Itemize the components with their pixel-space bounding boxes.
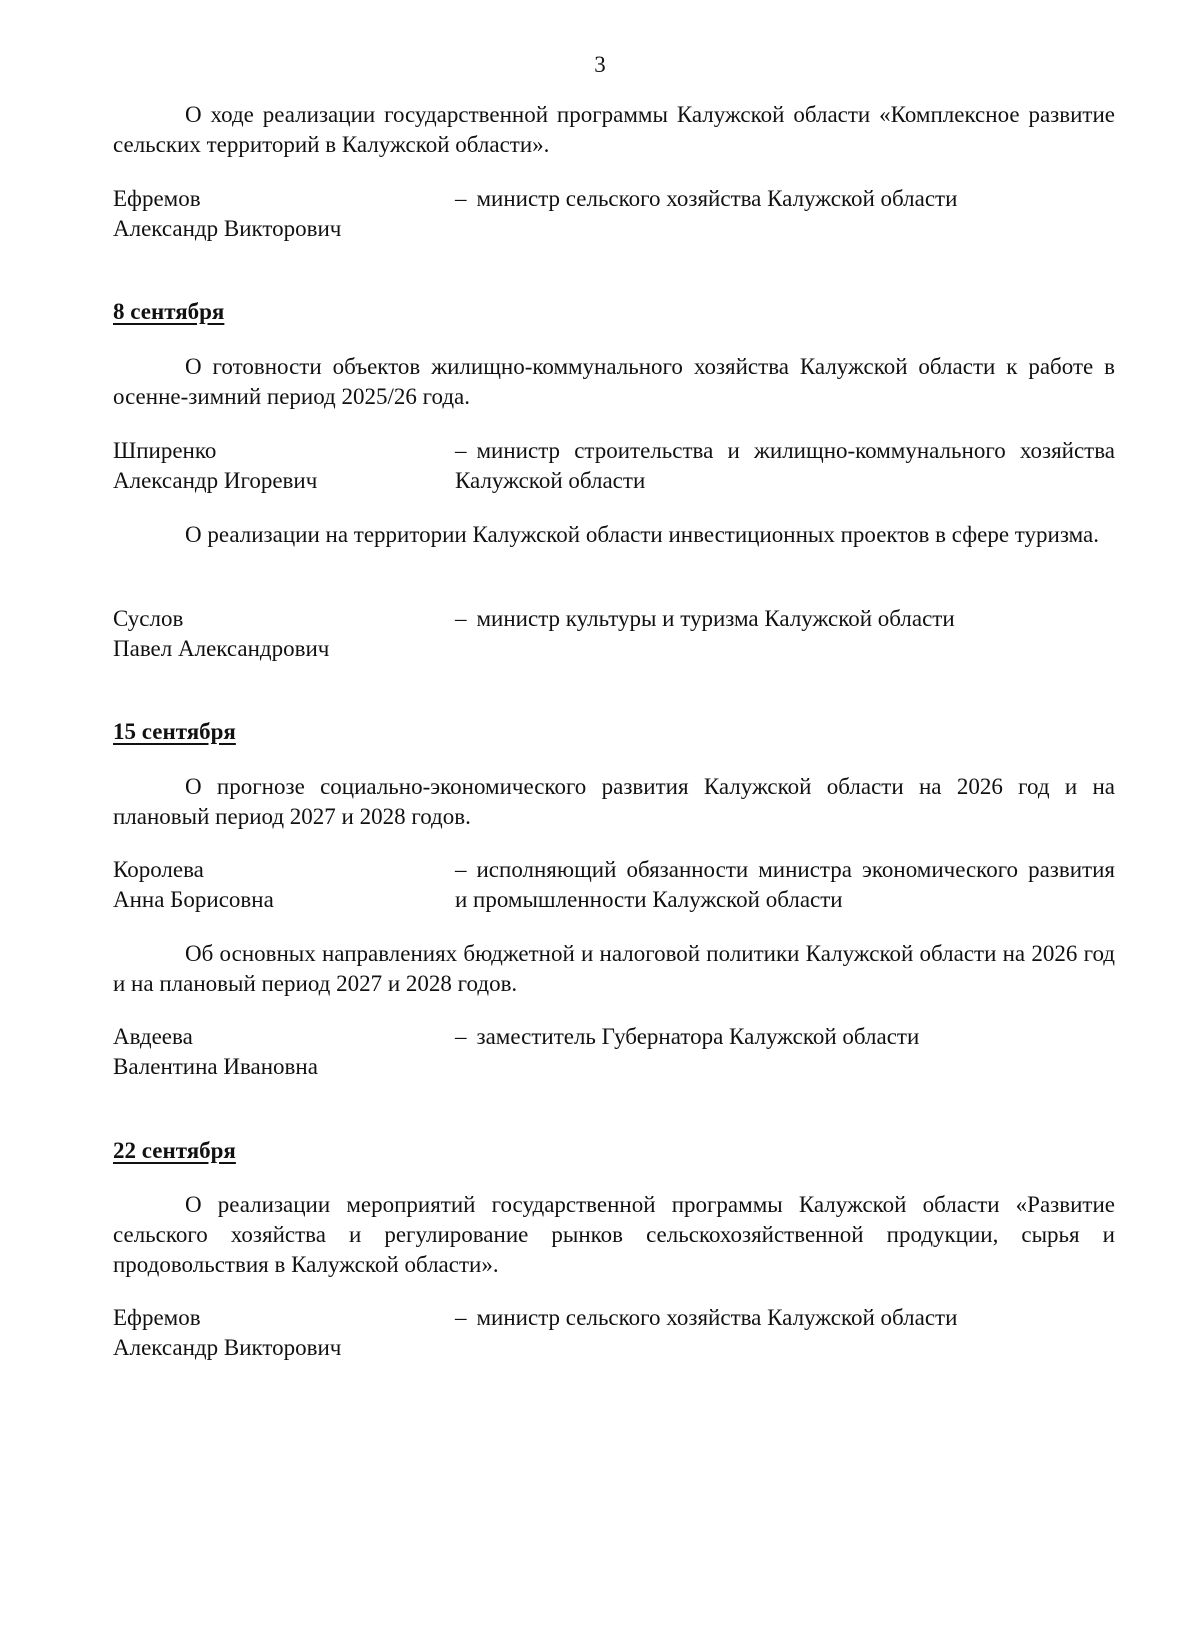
speaker-surname: Авдеева xyxy=(113,1024,193,1049)
speaker-block xyxy=(113,184,1115,244)
dash-separator: – xyxy=(455,438,467,463)
section-date-heading: 22 сентября xyxy=(113,1138,236,1163)
speaker-role xyxy=(455,855,1115,915)
speaker-surname: Ефремов xyxy=(113,186,201,211)
speaker-surname: Ефремов xyxy=(113,1305,201,1330)
dash-separator: – xyxy=(455,1024,467,1049)
agenda-item-text: Об основных направлениях бюджетной и налоговой политики Калужской области на 2026 год и на плановый период 2027 и 2028 годов. xyxy=(113,941,1115,996)
speaker-given-name: Александр Викторович xyxy=(113,216,342,241)
agenda-item-text: О прогнозе социально-экономического развития Калужской области на 2026 год и на плановый период 2027 и 2028 годов. xyxy=(113,774,1115,829)
speaker-role xyxy=(455,184,1115,214)
speaker-role xyxy=(455,1022,1115,1052)
section-date-heading: 15 сентября xyxy=(113,719,236,744)
dash-separator: – xyxy=(455,186,467,211)
speaker-role-text: министр сельского хозяйства Калужской области xyxy=(476,1305,958,1330)
dash-separator: – xyxy=(455,606,467,631)
agenda-item-text: О реализации мероприятий государственной программы Калужской области «Развитие сельского хозяйства и регулирование рынков сельскохозяйственной продукции, сырья и продовольствия в Калужской области». xyxy=(113,1192,1115,1277)
speaker-given-name: Валентина Ивановна xyxy=(113,1054,318,1079)
agenda-item-text: О ходе реализации государственной программы Калужской области «Комплексное развитие сельских территорий в Калужской области». xyxy=(113,102,1115,157)
speaker-block xyxy=(113,1022,1115,1082)
speaker-given-name: Александр Викторович xyxy=(113,1335,342,1360)
section-date-heading: 8 сентября xyxy=(113,299,225,324)
dash-separator: – xyxy=(455,857,467,882)
agenda-item-text: О реализации на территории Калужской области инвестиционных проектов в сфере туризма. xyxy=(185,522,1099,547)
speaker-role-text: министр культуры и туризма Калужской области xyxy=(476,606,955,631)
speaker-role-text: исполняющий обязанности министра экономического развития и промышленности Калужской области xyxy=(455,857,1115,912)
speaker-surname: Шпиренко xyxy=(113,438,217,463)
speaker-role xyxy=(455,1303,1115,1333)
page-number: 3 xyxy=(594,52,606,77)
speaker-surname: Королева xyxy=(113,857,204,882)
speaker-role-text: министр строительства и жилищно-коммунального хозяйства Калужской области xyxy=(455,438,1115,493)
speaker-block xyxy=(113,604,1115,664)
speaker-role xyxy=(455,436,1115,496)
dash-separator: – xyxy=(455,1305,467,1330)
speaker-given-name: Александр Игоревич xyxy=(113,468,318,493)
speaker-given-name: Павел Александрович xyxy=(113,636,330,661)
speaker-role xyxy=(455,604,1115,634)
speaker-surname: Суслов xyxy=(113,606,184,631)
speaker-given-name: Анна Борисовна xyxy=(113,887,274,912)
agenda-item-text: О готовности объектов жилищно-коммунального хозяйства Калужской области к работе в осенне-зимний период 2025/26 года. xyxy=(113,354,1115,409)
speaker-block xyxy=(113,1303,1115,1363)
speaker-block xyxy=(113,855,1115,915)
speaker-role-text: заместитель Губернатора Калужской области xyxy=(476,1024,920,1049)
speaker-role-text: министр сельского хозяйства Калужской области xyxy=(476,186,958,211)
speaker-block xyxy=(113,436,1115,496)
